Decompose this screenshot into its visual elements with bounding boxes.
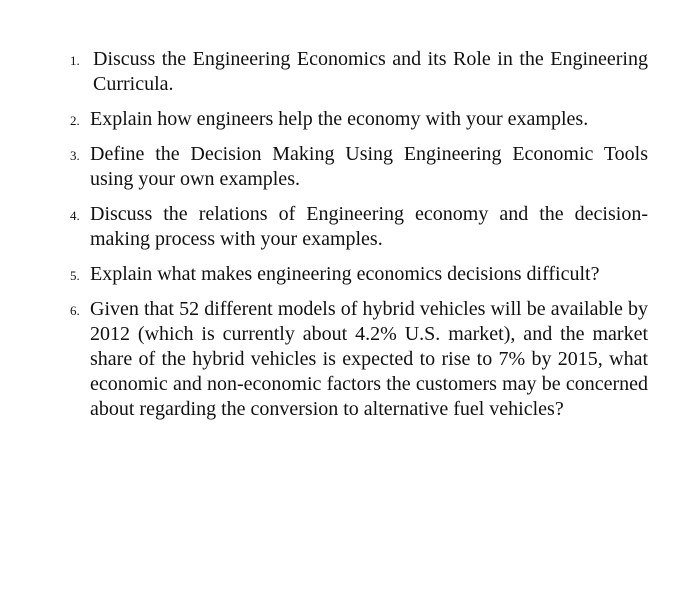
question-4-text: Discuss the relations of Engineering economy and the decision-making process with your examples. [90,203,648,250]
question-5-number: 5. [70,268,80,283]
question-6-text: Given that 52 different models of hybrid vehicles will be available by 2012 (which is currently about 4.2% U.S. market), and the market share of the hybrid vehicles is expected to rise to 7% by 2015, what economic and non-economic factors the customers may be concerned about regarding the conversion to alternative fuel vehicles? [90,298,648,420]
question-3-number: 3. [70,148,80,163]
question-list [70,47,648,422]
question-1 [70,47,648,97]
question-6 [70,297,648,422]
question-3 [70,142,648,192]
question-6-number: 6. [70,303,80,318]
question-4-number: 4. [70,208,80,223]
question-2-text: Explain how engineers help the economy with your examples. [90,108,589,130]
question-2 [70,107,648,132]
question-1-text: Discuss the Engineering Economics and its Role in the Engineering Curricula. [93,48,648,95]
question-4 [70,202,648,252]
question-1-number: 1. [70,53,80,68]
question-5-text: Explain what makes engineering economics decisions difficult? [90,263,600,285]
question-3-text: Define the Decision Making Using Engineering Economic Tools using your own examples. [90,143,648,190]
question-5 [70,262,648,287]
question-2-number: 2. [70,113,80,128]
